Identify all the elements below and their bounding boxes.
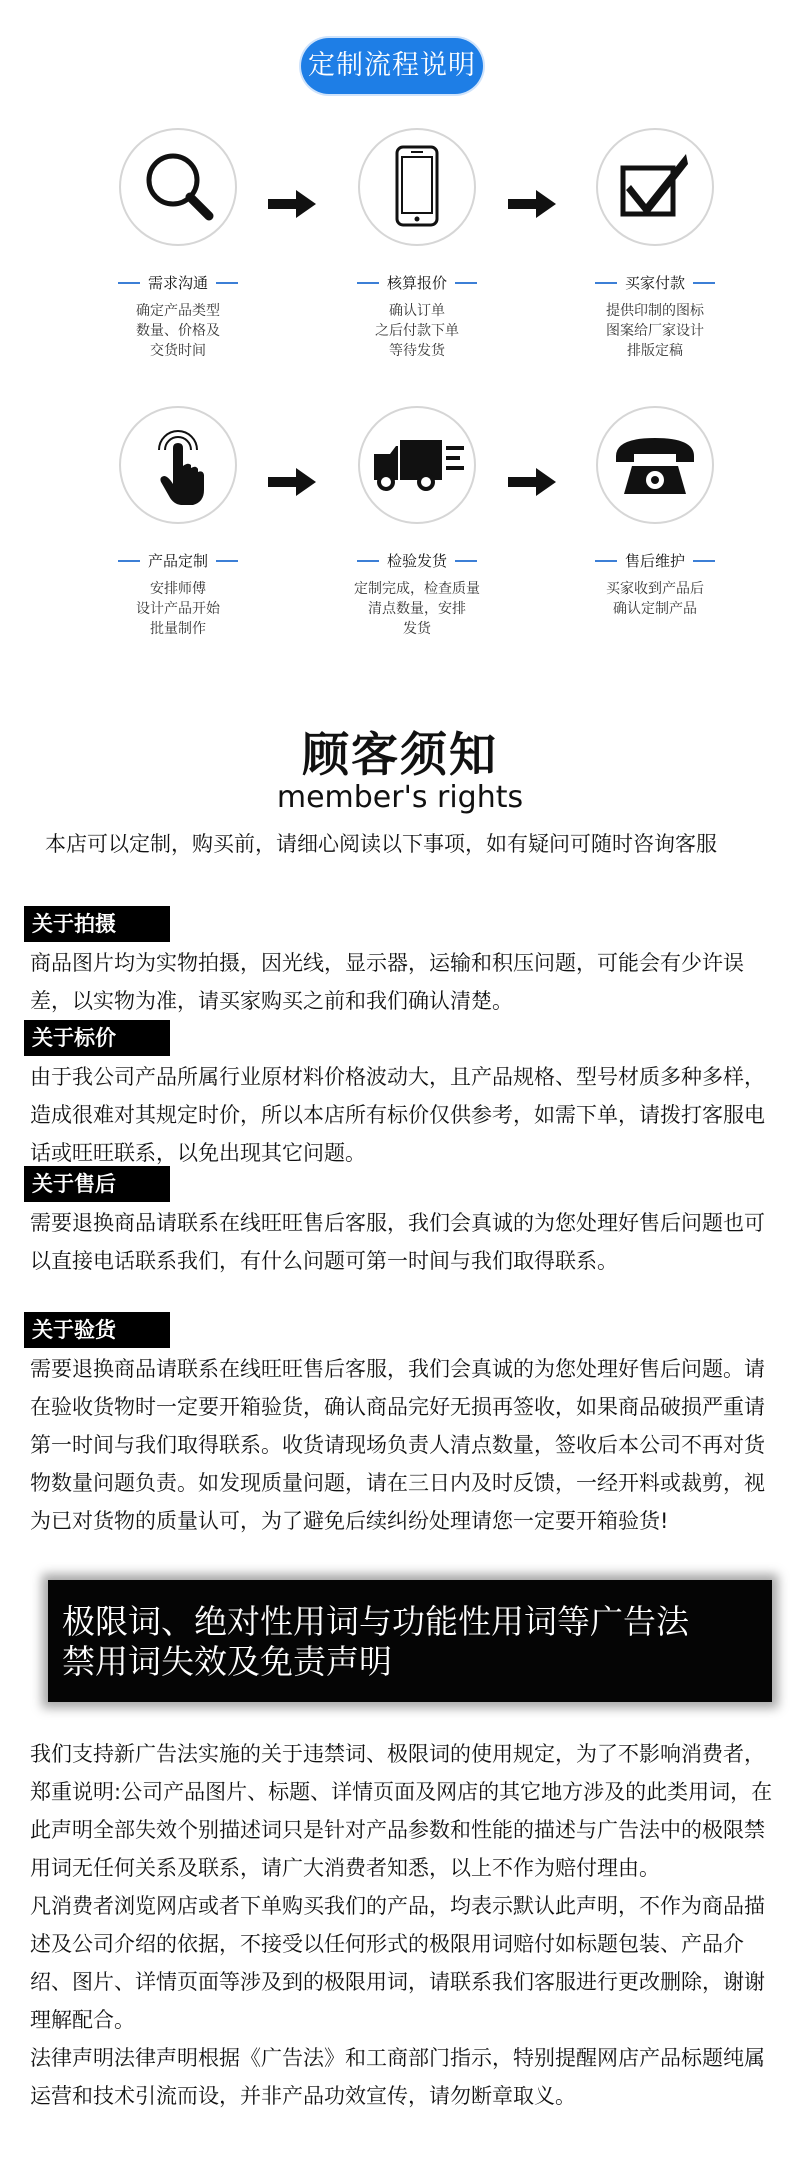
- step-desc: 买家收到产品后 确认定制产品: [606, 581, 704, 617]
- notice-subtitle: member's rights: [276, 780, 524, 815]
- arrow-right-icon: [508, 468, 556, 496]
- arrow-right-icon: [268, 468, 316, 496]
- disclaimer-text: [30, 1735, 776, 2115]
- section-body-pricing: 由于我公司产品所属行业原材料价格波动大，且产品规格、型号材质多种多样，造成很难对其规定时价，所以本店所有标价仅供参考，如需下单，请拨打客服电话或旺旺联系，以免出现其它问题。: [30, 1065, 765, 1165]
- process-step-1: [63, 128, 293, 361]
- process-step-4: [63, 406, 293, 639]
- arrow-right-icon: [508, 190, 556, 218]
- step-title: 售后维护: [624, 552, 685, 570]
- step-desc: 确认订单 之后付款下单 等待发货: [375, 303, 459, 359]
- telephone-icon: [598, 408, 712, 522]
- step-desc: 安排师傅 设计产品开始 批量制作: [136, 581, 220, 637]
- step-title: 需求沟通: [147, 274, 208, 292]
- process-title-pill: 定制流程说明: [301, 38, 483, 94]
- smartphone-icon: [360, 130, 474, 244]
- process-step-6: [540, 406, 770, 619]
- step-icon-circle: [119, 128, 237, 246]
- disclaimer-paragraph: 凡消费者浏览网店或者下单购买我们的产品，均表示默认此声明，不作为商品描述及公司介绍的依据，不接受以任何形式的极限用词赔付如标题包装、产品介绍、图片、详情页面等涉及到的极限用词，请联系我们客服进行更改删除，谢谢理解配合。: [30, 1894, 765, 2032]
- process-step-2: [302, 128, 532, 361]
- touch-hand-icon: [121, 408, 235, 522]
- step-desc: 确定产品类型 数量、价格及 交货时间: [136, 303, 220, 359]
- process-step-5: [302, 406, 532, 639]
- step-title: 产品定制: [147, 552, 208, 570]
- notice-title: 顾客须知: [302, 728, 498, 783]
- step-icon-circle: [596, 406, 714, 524]
- section-label-inspection: 关于验货: [24, 1312, 170, 1348]
- section-body-after-sales: 需要退换商品请联系在线旺旺售后客服，我们会真诚的为您处理好售后问题也可以直接电话联系我们，有什么问题可第一时间与我们取得联系。: [30, 1211, 765, 1273]
- step-icon-circle: [596, 128, 714, 246]
- step-icon-circle: [119, 406, 237, 524]
- step-icon-circle: [358, 128, 476, 246]
- section-body-photography: 商品图片均为实物拍摄，因光线，显示器，运输和积压问题，可能会有少许误差，以实物为准，请买家购买之前和我们确认清楚。: [30, 951, 744, 1013]
- section-label-after-sales: 关于售后: [24, 1166, 170, 1202]
- step-title: 检验发货: [386, 552, 447, 570]
- step-icon-circle: [358, 406, 476, 524]
- banner-line-1: 极限词、绝对性用词与功能性用词等广告法: [62, 1602, 689, 1641]
- disclaimer-banner: [48, 1580, 772, 1702]
- section-body-inspection: 需要退换商品请联系在线旺旺售后客服，我们会真诚的为您处理好售后问题。请在验收货物时一定要开箱验货，确认商品完好无损再签收，如果商品破损严重请第一时间与我们取得联系。收货请现场负责人清点数量，签收后本公司不再对货物数量问题负责。如发现质量问题，请在三日内及时反馈，一经开料或裁剪，视为已对货物的质量认可，为了避免后续纠纷处理请您一定要开箱验货!: [30, 1357, 765, 1533]
- delivery-truck-icon: [360, 408, 474, 522]
- section-label-photography: 关于拍摄: [24, 906, 170, 942]
- step-desc: 定制完成，检查质量 清点数量，安排 发货: [354, 581, 480, 637]
- banner-line-2: 禁用词失效及免责声明: [62, 1642, 392, 1681]
- step-title: 核算报价: [386, 274, 447, 292]
- section-label-pricing: 关于标价: [24, 1020, 170, 1056]
- step-desc: 提供印制的图标 图案给厂家设计 排版定稿: [606, 303, 704, 359]
- notice-intro: 本店可以定制，购买前，请细心阅读以下事项，如有疑问可随时咨询客服: [45, 832, 717, 856]
- disclaimer-paragraph: 法律声明法律声明根据《广告法》和工商部门指示，特别提醒网店产品标题纯属运营和技术引流而设，并非产品功效宣传，请勿断章取义。: [30, 2046, 765, 2108]
- arrow-right-icon: [268, 190, 316, 218]
- disclaimer-paragraph: 我们支持新广告法实施的关于违禁词、极限词的使用规定，为了不影响消费者，郑重说明:公司产品图片、标题、详情页面及网店的其它地方涉及的此类用词，在此声明全部失效个别描述词只是针对产品参数和性能的描述与广告法中的极限禁用词无任何关系及联系，请广大消费者知悉，以上不作为赔付理由。: [30, 1742, 773, 1880]
- process-step-3: [540, 128, 770, 361]
- checkbox-icon: [598, 130, 712, 244]
- magnifier-icon: [121, 130, 235, 244]
- step-title: 买家付款: [624, 274, 685, 292]
